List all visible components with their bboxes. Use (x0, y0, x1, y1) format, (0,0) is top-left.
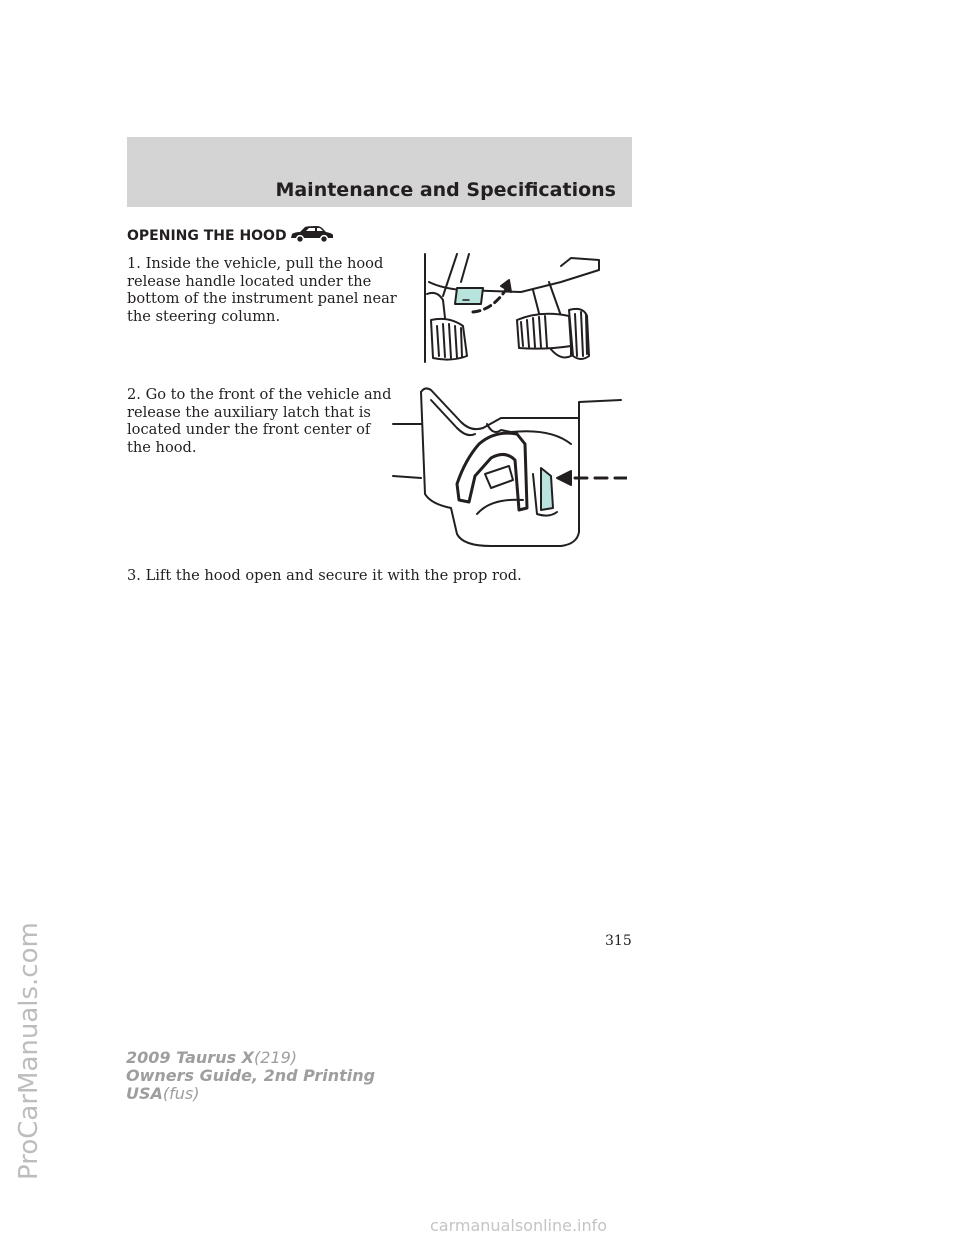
footer-market: USA (126, 1084, 163, 1103)
section-title: Maintenance and Specifications (275, 179, 616, 201)
step-1-text (127, 255, 397, 325)
footer-model-code: (219) (254, 1048, 298, 1067)
hood-release-handle-illustration (421, 252, 601, 364)
heading-text: OPENING THE HOOD (127, 228, 287, 244)
site-footer: carmanualsonline.info (430, 1216, 608, 1235)
section-heading (127, 225, 335, 247)
step-3-text (127, 567, 522, 585)
footer-line-1 (126, 1049, 375, 1067)
text-line: the hood. (127, 438, 197, 456)
step-2-text (127, 386, 391, 456)
footer-market-code: (fus) (162, 1084, 200, 1103)
document-footer (126, 1049, 375, 1103)
header-band (127, 137, 632, 207)
text-line: the steering column. (127, 307, 281, 325)
text-line: release the auxiliary latch that is (127, 403, 371, 421)
text-line: release handle located under the (127, 272, 372, 290)
text-line: 3. Lift the hood open and secure it with the prop rod. (127, 567, 522, 584)
watermark: ProCarManuals.com (14, 922, 44, 1180)
text-line: located under the front center of (127, 421, 371, 438)
footer-line-3 (126, 1085, 375, 1103)
text-line: 1. Inside the vehicle, pull the hood (127, 255, 384, 272)
text-line: 2. Go to the front of the vehicle and (127, 386, 392, 403)
footer-line-2 (126, 1067, 375, 1085)
footer-model: 2009 Taurus X (126, 1048, 255, 1067)
footer-guide-edition: Owners Guide, 2nd Printing (126, 1066, 376, 1085)
text-line: bottom of the instrument panel near (127, 290, 397, 307)
page-number: 315 (605, 933, 632, 949)
car-icon (289, 225, 335, 247)
auxiliary-latch-illustration (391, 384, 627, 550)
